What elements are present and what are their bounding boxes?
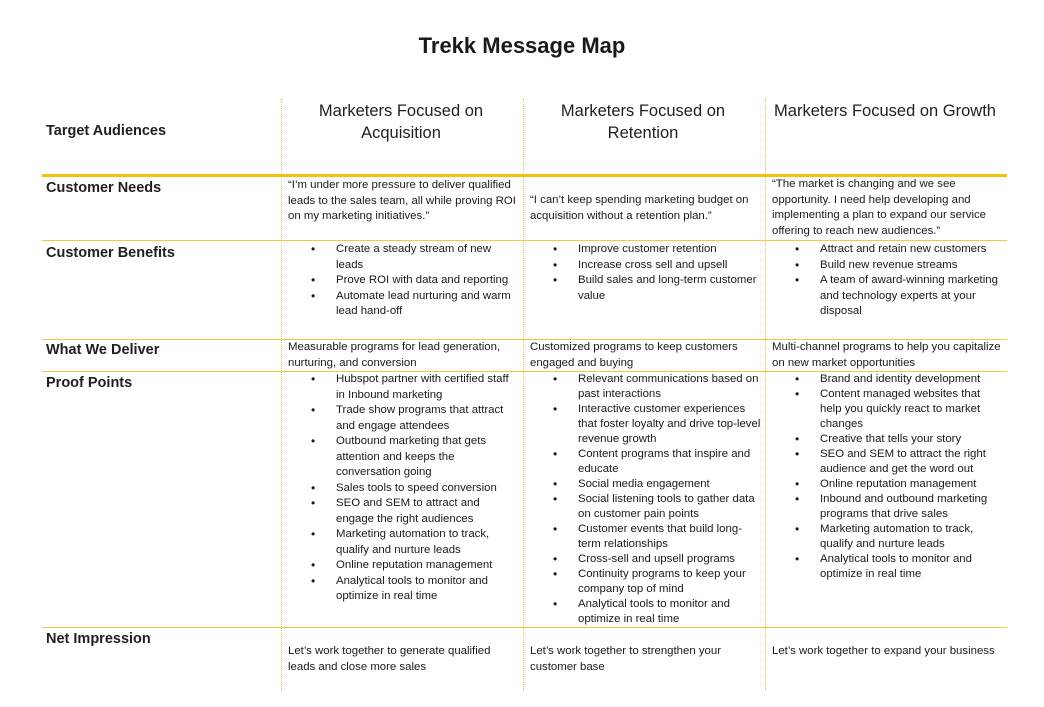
list-item: • Creative that tells your story [772,432,1004,447]
proof-retention [530,372,762,627]
benefits-retention [530,242,762,304]
benefits-acquisition [288,242,520,320]
deliver-retention: Customized programs to keep customers engaged and buying [530,341,738,369]
impression-growth: Let’s work together to expand your business [772,645,995,657]
list-item: • Hubspot partner with certified staff in Inbound marketing [288,372,520,403]
list-item: • Analytical tools to monitor and optimize in real time [288,574,520,605]
list-item: • Cross-sell and upsell programs [530,552,762,567]
list-item: • Increase cross sell and upsell [530,258,762,274]
list-item: • A team of award-winning marketing and technology experts at your disposal [772,273,1004,320]
list-item: • Build new revenue streams [772,258,1004,274]
deliver-acquisition: Measurable programs for lead generation, nurturing, and conversion [288,341,501,369]
list-item: • Brand and identity development [772,372,1004,387]
list-item: • Content managed websites that help you quickly react to market changes [772,387,1004,432]
list-item: • Analytical tools to monitor and optimize in real time [530,597,762,627]
needs-retention: “I can’t keep spending marketing budget on acquisition without a retention plan.” [530,194,749,222]
column-divider [523,99,524,691]
list-item: • Create a steady stream of new leads [288,242,520,273]
list-item: • Online reputation management [772,477,1004,492]
row-label-customer-benefits: Customer Benefits [46,245,175,261]
column-header-retention: Marketers Focused on Retention [560,102,726,142]
column-divider [765,99,766,691]
column-divider [281,99,282,691]
row-label-what-we-deliver: What We Deliver [46,342,160,358]
impression-acquisition: Let’s work together to generate qualified leads and close more sales [288,645,491,673]
proof-acquisition [288,372,520,605]
list-item: • Outbound marketing that gets attention and keeps the conversation going [288,434,520,481]
impression-retention: Let’s work together to strengthen your customer base [530,645,722,673]
list-item: • Customer events that build long-term relationships [530,522,762,552]
list-item: • Interactive customer experiences that foster loyalty and drive top-level revenue growth [530,402,762,447]
list-item: • Prove ROI with data and reporting [288,273,520,289]
list-item: • SEO and SEM to attract the right audience and get the word out [772,447,1004,477]
list-item: • Social media engagement [530,477,762,492]
list-item: • Build sales and long-term customer value [530,273,762,304]
list-item: • Marketing automation to track, qualify and nurture leads [772,522,1004,552]
row-divider [42,627,1007,628]
list-item: • Relevant communications based on past interactions [530,372,762,402]
row-label-net-impression: Net Impression [46,631,151,647]
needs-acquisition: “I’m under more pressure to deliver qualified leads to the sales team, all while proving ROI on my marketing initiatives.” [288,179,516,222]
row-label-proof-points: Proof Points [46,375,133,391]
list-item: • Continuity programs to keep your company top of mind [530,567,762,597]
list-item: • Content programs that inspire and educate [530,447,762,477]
deliver-growth: Multi-channel programs to help you capitalize on new market opportunities [772,341,1001,369]
benefits-growth [772,242,1004,320]
row-divider [42,240,1007,241]
row-label-target-audiences: Target Audiences [46,123,167,139]
list-item: • Marketing automation to track, qualify and nurture leads [288,527,520,558]
list-item: • Sales tools to speed conversion [288,481,520,497]
page-title: Trekk Message Map [418,33,626,58]
list-item: • Improve customer retention [530,242,762,258]
list-item: • Social listening tools to gather data on customer pain points [530,492,762,522]
list-item: • Automate lead nurturing and warm lead hand-off [288,289,520,320]
list-item: • Attract and retain new customers [772,242,1004,258]
list-item: • Inbound and outbound marketing programs that drive sales [772,492,1004,522]
list-item: • Analytical tools to monitor and optimize in real time [772,552,1004,582]
proof-growth [772,372,1004,582]
column-header-growth: Marketers Focused on Growth [774,102,996,120]
needs-growth: “The market is changing and we see opportunity. I need help developing and implementing a plan to expand our service offering to reach new audiences.” [772,178,987,237]
row-label-customer-needs: Customer Needs [46,180,162,196]
list-item: • Online reputation management [288,558,520,574]
column-header-acquisition: Marketers Focused on Acquisition [318,102,484,142]
list-item: • Trade show programs that attract and engage attendees [288,403,520,434]
list-item: • SEO and SEM to attract and engage the right audiences [288,496,520,527]
